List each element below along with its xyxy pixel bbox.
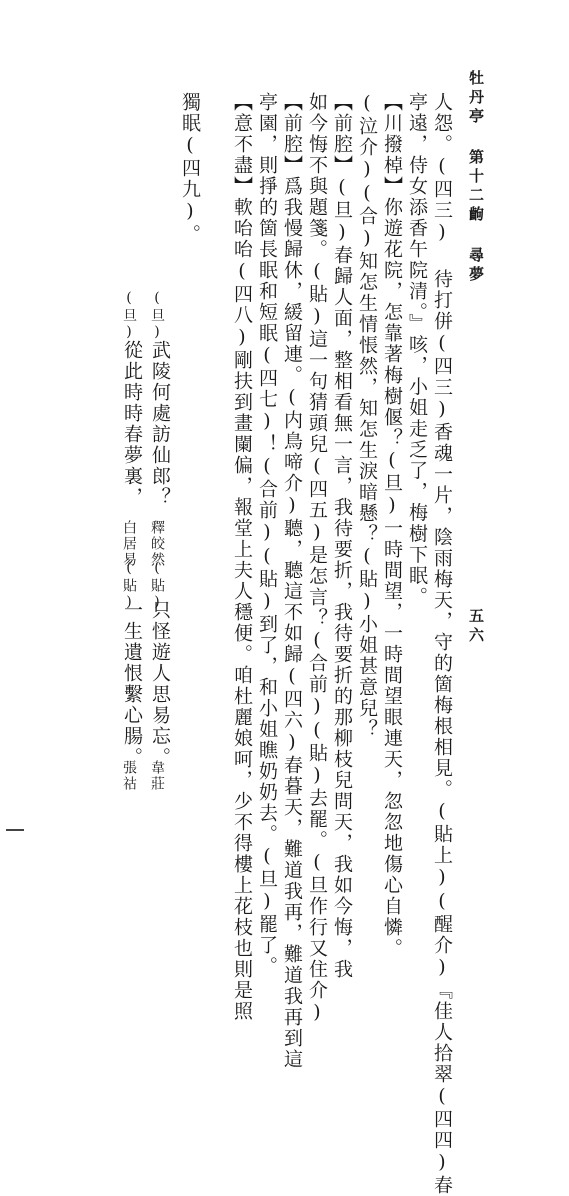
verse-poet-4: 張祜 <box>121 760 137 792</box>
text-column-2: 亭遠，侍女添香午院清。』咳，小姐走乏了，梅樹下眠。 <box>406 92 428 608</box>
text-column-4: (泣介)(合)知怎生情悵然，知怎生淚暗懸？(貼)小姐甚意兒？ <box>356 92 378 740</box>
text-column-9: 【意不盡】軟咍咍(四八)剛扶到畫闌偏，報堂上夫人穩便。咱杜麗娘呵，少不得樓上花枝也則是照 <box>231 92 253 1022</box>
verse-poet-1: 釋皎然 <box>149 520 165 568</box>
verse-line-1: 武陵何處訪仙郎？ <box>149 340 171 508</box>
verse-role-2: (貼) <box>149 560 165 612</box>
running-header: 牡丹亭 第十二齣 尋夢 <box>467 70 485 285</box>
text-column-5: 【前腔】(旦)春歸人面，整相看無一言，我待要折，我待要折的那柳枝兒問天，我如今悔，我 <box>331 92 353 980</box>
page-number: 五六 <box>467 608 485 646</box>
text-column-8: 亭園，則掙的箇長眠和短眠(四七)！(合前)(貼)到了，和小姐瞧奶奶去。(旦)罷了。 <box>256 92 278 977</box>
text-column-1: 人怨。(四三) 待打併(四三)香魂一片，陰雨梅天，守的箇梅根相見。(貼上)(醒介)『佳人拾翠(四四)春 <box>431 92 453 1196</box>
text-column-10: 獨眠(四九)。 <box>179 92 201 245</box>
text-column-6: 如今悔不與題箋。(貼)這一句猜頭兒(四五)是怎言？(合前)(貼)去罷。(旦作行又住介) <box>306 92 328 1025</box>
verse-poet-2: 韋莊 <box>149 760 165 792</box>
verse-role-1: (旦) <box>149 290 165 342</box>
text-column-3: 【川撥棹】你遊花院，怎靠著梅樹偃？(旦)一時間望，一時間望眼連天，忽忽地傷心自憐。 <box>381 92 403 959</box>
verse-line-2: 只怪遊人思易忘。 <box>149 600 171 768</box>
verse-line-3: 從此時時春夢裏， <box>121 340 143 508</box>
footer-rule <box>6 829 24 831</box>
verse-role-3: (旦) <box>121 290 137 342</box>
verse-role-4: (貼) <box>121 560 137 612</box>
text-column-7: 【前腔】爲我慢歸休，緩留連。(内鳥啼介)聽，聽這不如歸(四六)春暮天，難道我再，難道我再到這 <box>281 92 303 1070</box>
verse-poet-3: 白居易 <box>121 520 137 568</box>
verse-line-4: 一生遺恨繫心腸。 <box>121 600 143 768</box>
